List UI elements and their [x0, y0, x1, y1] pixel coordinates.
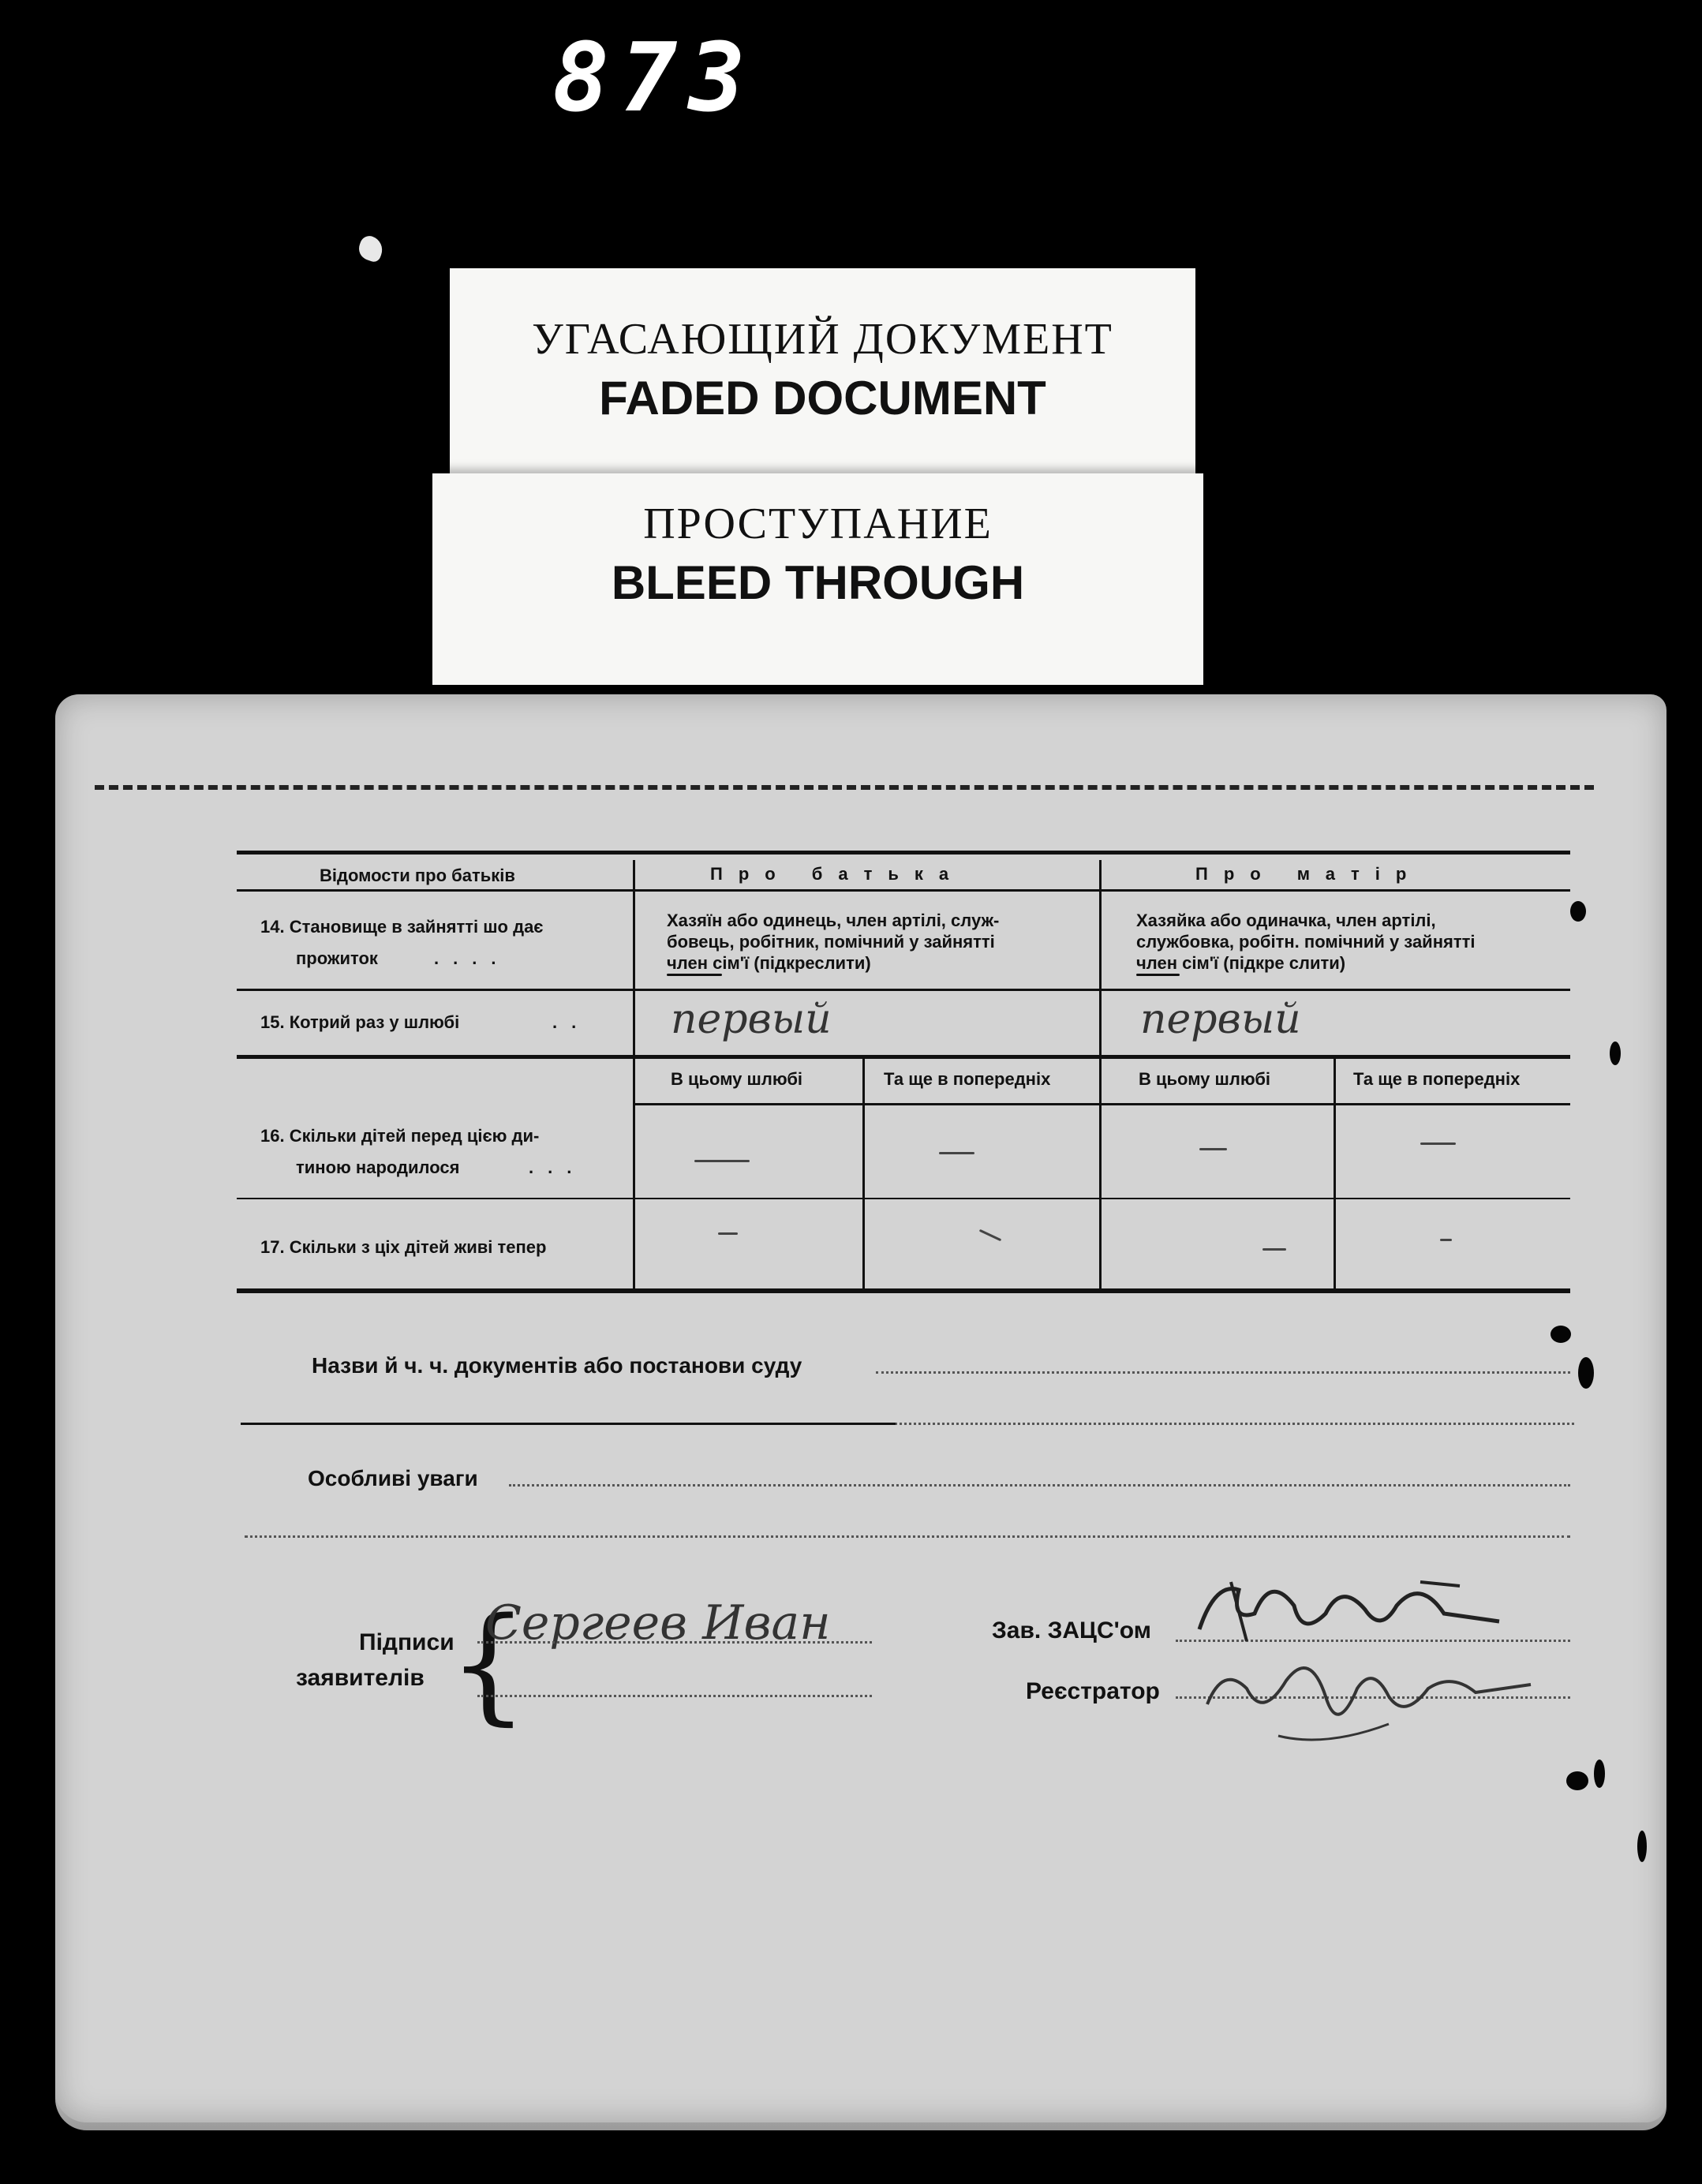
mother-underline	[1136, 974, 1180, 976]
row17-m-prev-dash	[1440, 1239, 1452, 1241]
applicants-label-2: заявителів	[296, 1665, 425, 1691]
row15-father-value: первый	[671, 996, 832, 1043]
row14-label-1: 14. Становище в зайнятті шо дає	[260, 917, 544, 937]
notes-dotline-1	[509, 1484, 1570, 1487]
subheader-rule	[635, 1103, 1570, 1105]
registrar-label: Реєстратор	[1026, 1678, 1160, 1704]
notes-label: Особливі уваги	[308, 1466, 478, 1490]
paper-damage	[1566, 1771, 1588, 1790]
perforation-line	[95, 785, 1594, 790]
row16-label-2: тиною народилося	[296, 1157, 460, 1177]
header-father: Про батька	[710, 864, 965, 884]
col-divider-sub1	[862, 1059, 865, 1291]
row14-dots: ....	[434, 948, 511, 968]
col-divider-1	[633, 860, 635, 1291]
documents-rule	[241, 1423, 896, 1425]
bleed-label-en: BLEED THROUGH	[611, 556, 1025, 609]
row17-f-this-dash	[718, 1232, 738, 1235]
row16-m-prev-dash	[1420, 1142, 1456, 1145]
sub-mother-this: В цьому шлюбі	[1139, 1069, 1271, 1089]
father-underline	[667, 974, 722, 976]
film-speck	[356, 234, 386, 264]
row14-rule	[237, 989, 1570, 991]
applicant-sign-line-1	[477, 1641, 872, 1644]
frame-number: 873	[552, 24, 757, 133]
faded-label-en: FADED DOCUMENT	[599, 372, 1046, 424]
row16-dots: ...	[529, 1157, 586, 1177]
applicants-label-1: Підписи	[359, 1629, 454, 1655]
head-signature	[1184, 1566, 1531, 1661]
row14-father-2: бовець, робітник, помічний у зайнятті	[667, 932, 995, 952]
documents-dotline-1	[876, 1371, 1570, 1374]
row14-mother-2: службовка, робітн. помічний у зайнятті	[1136, 932, 1476, 952]
header-mother: Про матір	[1195, 864, 1423, 884]
row14-mother-1: Хазяйка або одиначка, член артілі,	[1136, 911, 1436, 930]
notes-dotline-2	[245, 1535, 1570, 1538]
faded-document-label	[450, 268, 1195, 477]
row16-m-this-dash	[1199, 1148, 1227, 1150]
paper-damage	[1570, 901, 1586, 922]
header-rule	[237, 889, 1570, 892]
applicant-signature: Сергеев Иван	[485, 1595, 831, 1651]
sub-father-prev: Та ще в попередніх	[884, 1069, 1051, 1089]
row14-father-3: член сім'ї (підкреслити)	[667, 953, 871, 973]
bleed-through-label	[432, 473, 1203, 685]
row14-mother-3: член сім'ї (підкре слити)	[1136, 953, 1346, 973]
row15-dots: ..	[552, 1012, 591, 1032]
document-card	[55, 694, 1666, 2122]
header-info: Відомости про батьків	[320, 866, 515, 885]
sub-father-this: В цьому шлюбі	[671, 1069, 803, 1089]
row14-label-2: прожиток	[296, 948, 378, 968]
row16-f-prev-dash	[939, 1152, 974, 1154]
col-divider-2	[1099, 860, 1102, 1291]
paper-damage	[1610, 1042, 1621, 1065]
table-top-rule	[237, 851, 1570, 855]
row16-f-this-dash	[694, 1160, 750, 1162]
applicant-sign-line-2	[477, 1695, 872, 1697]
paper-damage	[1551, 1326, 1571, 1343]
row16-rule	[237, 1198, 1570, 1199]
row15-rule	[237, 1055, 1570, 1059]
row16-label-1: 16. Скільки дітей перед цією ди-	[260, 1126, 540, 1146]
bleed-label-ru: ПРОСТУПАНИЕ	[643, 499, 993, 548]
documents-label: Назви й ч. ч. документів або постанови суду	[312, 1353, 802, 1378]
sub-mother-prev: Та ще в попередніх	[1353, 1069, 1521, 1089]
paper-damage	[1594, 1760, 1605, 1788]
paper-damage	[1637, 1831, 1647, 1862]
paper-damage	[1578, 1357, 1594, 1389]
row14-father-1: Хазяїн або одинець, член артілі, служ-	[667, 911, 1000, 930]
row15-mother-value: первый	[1140, 996, 1301, 1043]
applicants-brace: {	[448, 1590, 529, 1737]
row17-m-this-dash	[1262, 1248, 1286, 1251]
col-divider-sub2	[1334, 1059, 1336, 1291]
table-bottom-rule	[237, 1288, 1570, 1293]
row17-label: 17. Скільки з ціх дітей живі тепер	[260, 1237, 547, 1257]
head-label: Зав. ЗАЦС'ом	[992, 1617, 1151, 1644]
registrar-signature	[1199, 1649, 1547, 1752]
faded-label-ru: УГАСАЮЩИЙ ДОКУМЕНТ	[532, 315, 1113, 364]
row15-label: 15. Котрий раз у шлюбі	[260, 1012, 460, 1032]
